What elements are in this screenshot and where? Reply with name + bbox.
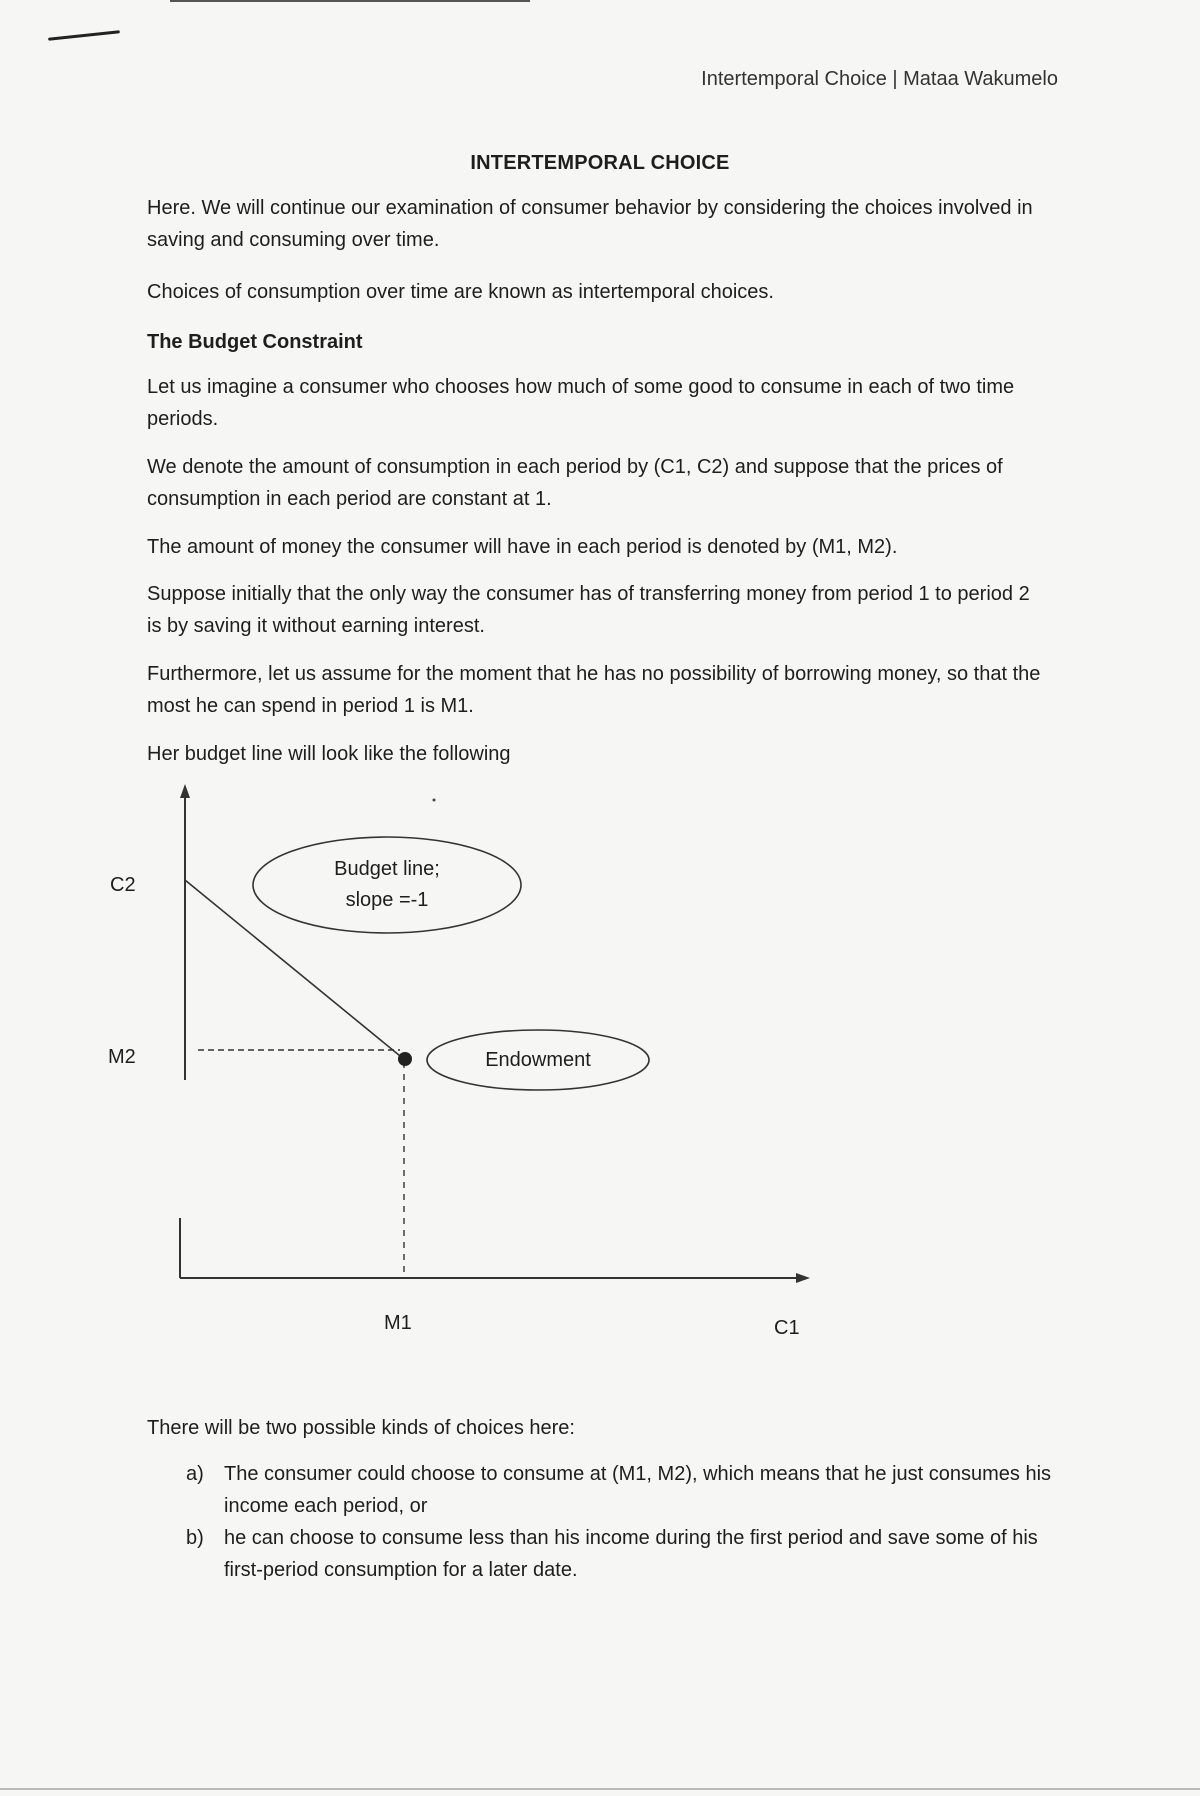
choices-list <box>186 1458 1066 1586</box>
paragraph-definition: Choices of consumption over time are known as intertemporal choices. <box>147 281 774 303</box>
list-marker: b) <box>186 1527 204 1549</box>
page-title: INTERTEMPORAL CHOICE <box>470 152 730 174</box>
endowment-point <box>398 1052 412 1066</box>
list-item-text: he can choose to consume less than his income during the first period and save some of his first-period consumption for a later date. <box>224 1527 1038 1581</box>
y-axis-arrowhead <box>180 784 190 798</box>
paragraph-saving: Suppose initially that the only way the consumer has of transferring money from period 1 to period 2 is by saving it without earning interest. <box>147 583 1030 637</box>
paragraph-two-periods: Let us imagine a consumer who chooses how much of some good to consume in each of two time periods. <box>147 376 1015 430</box>
budget-bubble-line-1: Budget line; <box>334 858 440 880</box>
paragraph-figure-intro: Her budget line will look like the following <box>147 743 511 765</box>
paragraph-intro: Here. We will continue our examination of consumer behavior by considering the choices involved in saving and consuming over time. <box>147 197 1033 251</box>
pen-mark <box>48 30 120 41</box>
list-item <box>186 1458 1066 1522</box>
choices-intro: There will be two possible kinds of choices here: <box>147 1417 575 1439</box>
y-axis-label-c2: C2 <box>110 874 136 896</box>
list-item-text: The consumer could choose to consume at (M1, M2), which means that he just consumes his income each period, or <box>224 1463 1052 1517</box>
budget-bubble-text <box>287 854 487 916</box>
section-heading-budget-constraint: The Budget Constraint <box>147 331 363 353</box>
bottom-edge-rule <box>0 1788 1200 1790</box>
top-edge-rule <box>170 0 530 2</box>
y-axis-label-m2: M2 <box>108 1046 136 1068</box>
x-axis-label-c1: C1 <box>774 1317 800 1339</box>
list-item <box>186 1522 1066 1586</box>
paragraph-money: The amount of money the consumer will have in each period is denoted by (M1, M2). <box>147 536 898 558</box>
running-header: Intertemporal Choice | Mataa Wakumelo <box>701 68 1058 90</box>
x-axis-arrowhead <box>796 1273 810 1283</box>
budget-line-figure <box>0 780 1200 1340</box>
stray-mark <box>433 799 436 802</box>
paragraph-no-borrowing: Furthermore, let us assume for the moment that he has no possibility of borrowing money, so that the most he can spend in period 1 is M1. <box>147 663 1041 717</box>
budget-bubble-line-2: slope =-1 <box>345 889 429 911</box>
paragraph-notation: We denote the amount of consumption in each period by (C1, C2) and suppose that the prices of consumption in each period are constant at 1. <box>147 456 1003 510</box>
endowment-bubble-text: Endowment <box>485 1049 591 1071</box>
list-marker: a) <box>186 1463 204 1485</box>
x-axis-label-m1: M1 <box>384 1312 412 1334</box>
